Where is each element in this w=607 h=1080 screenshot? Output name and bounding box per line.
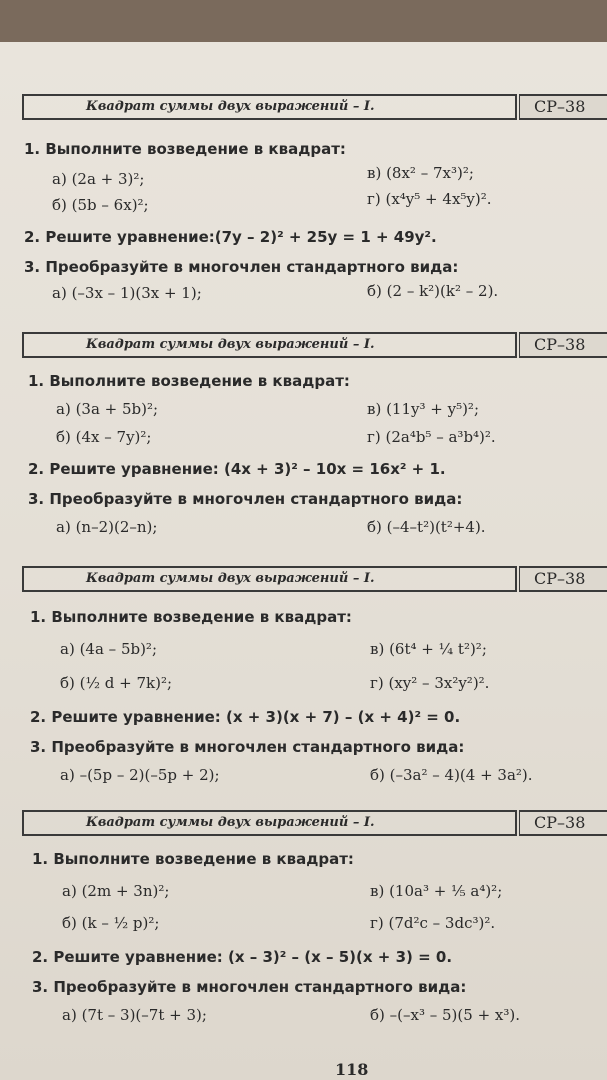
task-3-a: а) (7t – 3)(–7t + 3); <box>62 1006 207 1024</box>
task-3-a: а) –(5p – 2)(–5p + 2); <box>60 766 220 784</box>
task-1-heading: 1. Выполните возведение в квадрат: <box>28 372 350 390</box>
card-header <box>22 566 607 594</box>
card-title: Квадрат суммы двух выражений – I. <box>22 332 517 358</box>
task-3-heading: 3. Преобразуйте в многочлен стандартного вида: <box>28 490 463 508</box>
card-code: СР–38 <box>519 810 607 836</box>
task-3-a: а) (n–2)(2–n); <box>56 518 158 536</box>
card-code: СР–38 <box>519 566 607 592</box>
task-3-b: б) (2 – k²)(k² – 2). <box>367 282 499 300</box>
card-header <box>22 810 607 838</box>
card-title: Квадрат суммы двух выражений – I. <box>22 810 517 836</box>
textbook-page <box>0 42 607 1080</box>
task-1-a: а) (2m + 3n)²; <box>62 882 170 900</box>
task-1-g: г) (2a⁴b⁵ – a³b⁴)². <box>367 428 496 446</box>
task-1-g: г) (7d²c – 3dc³)². <box>370 914 496 932</box>
task-3-a: а) (–3x – 1)(3x + 1); <box>52 284 202 302</box>
task-1-heading: 1. Выполните возведение в квадрат: <box>32 850 354 868</box>
task-1-b: б) (5b – 6x)²; <box>52 196 149 214</box>
task-1-b: б) (½ d + 7k)²; <box>60 674 173 692</box>
task-1-v: в) (11y³ + y⁵)²; <box>367 400 480 418</box>
page-number: 118 <box>335 1060 369 1079</box>
task-2: 2. Решите уравнение: (x + 3)(x + 7) – (x + 4)² = 0. <box>30 708 461 726</box>
task-1-v: в) (8x² – 7x³)²; <box>367 164 474 182</box>
card-title: Квадрат суммы двух выражений – I. <box>22 566 517 592</box>
card-code: СР–38 <box>519 332 607 358</box>
card-header <box>22 332 607 360</box>
task-1-b: б) (4x – 7y)²; <box>56 428 152 446</box>
card-code: СР–38 <box>519 94 607 120</box>
task-3-b: б) (–4–t²)(t²+4). <box>367 518 486 536</box>
task-1-a: а) (2a + 3)²; <box>52 170 145 188</box>
card-header <box>22 94 607 122</box>
task-1-v: в) (10a³ + ⅕ a⁴)²; <box>370 882 503 900</box>
task-3-b: б) –(–x³ – 5)(5 + x³). <box>370 1006 520 1024</box>
task-1-b: б) (k – ½ p)²; <box>62 914 160 932</box>
task-1-heading: 1. Выполните возведение в квадрат: <box>24 140 346 158</box>
card-title: Квадрат суммы двух выражений – I. <box>22 94 517 120</box>
task-3-heading: 3. Преобразуйте в многочлен стандартного вида: <box>32 978 467 996</box>
task-3-heading: 3. Преобразуйте в многочлен стандартного вида: <box>30 738 465 756</box>
task-1-g: г) (x⁴y⁵ + 4x⁵y)². <box>367 190 492 208</box>
task-1-a: а) (4a – 5b)²; <box>60 640 158 658</box>
task-1-a: а) (3a + 5b)²; <box>56 400 159 418</box>
task-1-heading: 1. Выполните возведение в квадрат: <box>30 608 352 626</box>
task-2: 2. Решите уравнение:(7y – 2)² + 25y = 1 + 49y². <box>24 228 437 246</box>
task-3-heading: 3. Преобразуйте в многочлен стандартного вида: <box>24 258 459 276</box>
task-1-v: в) (6t⁴ + ¼ t²)²; <box>370 640 487 658</box>
task-3-b: б) (–3a² – 4)(4 + 3a²). <box>370 766 533 784</box>
task-1-g: г) (xy² – 3x²y²)². <box>370 674 490 692</box>
task-2: 2. Решите уравнение: (4x + 3)² – 10x = 16x² + 1. <box>28 460 446 478</box>
task-2: 2. Решите уравнение: (x – 3)² – (x – 5)(x + 3) = 0. <box>32 948 453 966</box>
